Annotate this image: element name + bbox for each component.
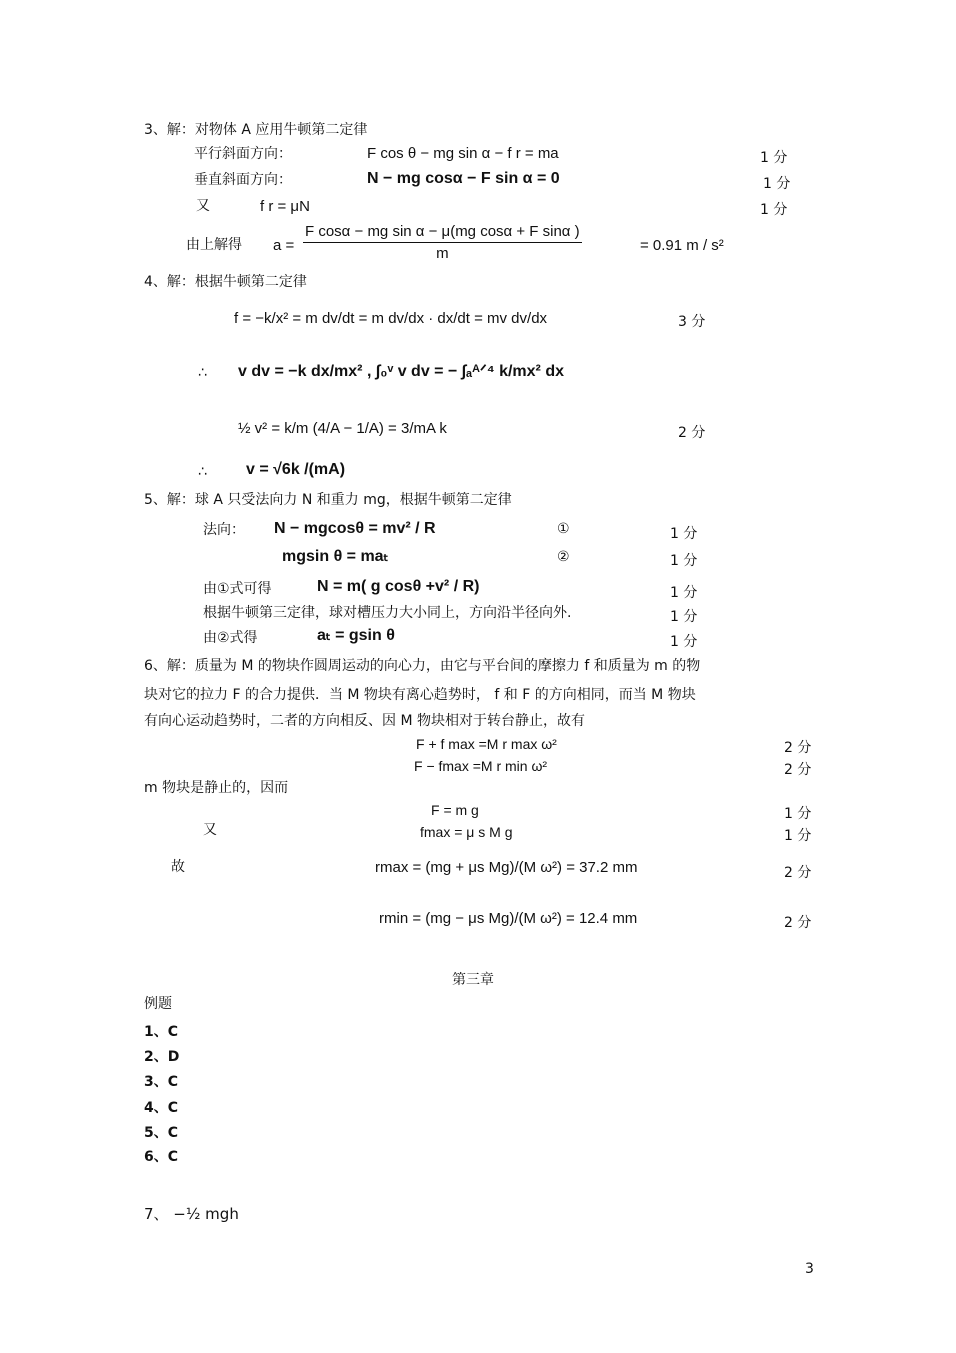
answer-5: 5、C (144, 1125, 179, 1141)
p3-row2-label: 垂直斜面方向： (194, 172, 292, 188)
p5-l2-eq: mgsin θ = maₜ (282, 548, 389, 565)
p6-gu: 故 (171, 859, 185, 875)
p5-l1-eq: N − mgcosθ = mv² / R (274, 520, 436, 537)
answer-2: 2、D (144, 1049, 180, 1065)
p6-e3: F = m g (431, 802, 479, 818)
p5-l5-eq: aₜ = gsin θ (317, 627, 395, 644)
p5-l1-mark: ① (557, 521, 570, 537)
p3-row3-eq: f r = μN (260, 198, 310, 215)
p6-e2: F − fmax =M r min ω² (414, 758, 548, 774)
p5-l1-label: 法向： (203, 522, 245, 538)
p4-heading: 4、解：根据牛顿第二定律 (144, 274, 307, 290)
answer-6: 6、C (144, 1149, 179, 1165)
p3-heading: 3、解：对物体 A 应用牛顿第二定律 (144, 122, 368, 138)
p6-e5-score: 2 分 (784, 865, 812, 881)
p3-row2-eq: N − mg cosα − F sin α = 0 (367, 170, 560, 187)
p5-l3-eq: N = m( g cosθ +v² / R) (317, 578, 480, 595)
p5-l3-label: 由①式可得 (203, 581, 272, 597)
p3-row4-numerator: F cosα − mg sin α − μ(mg cosα + F sinα ) (303, 224, 582, 243)
p6-e1-score: 2 分 (784, 740, 812, 756)
p3-row3-label: 又 (196, 198, 210, 214)
p6-e6-score: 2 分 (784, 915, 812, 931)
p5-l3-score: 1 分 (670, 585, 698, 601)
p5-l2-score: 1 分 (670, 553, 698, 569)
p3-row4-label: 由上解得 (186, 237, 242, 253)
p6-line4: m 物块是静止的，因而 (144, 780, 289, 796)
answer-7: 7、 −½ mgh (144, 1205, 239, 1223)
p5-heading: 5、解：球 A 只受法向力 N 和重力 mg，根据牛顿第二定律 (144, 492, 512, 508)
p5-l4: 根据牛顿第三定律，球对槽压力大小同上，方向沿半径向外. (203, 605, 572, 621)
p6-e5: rmax = (mg + μs Mg)/(M ω²) = 37.2 mm (375, 859, 638, 876)
p6-e4: fmax = μ s M g (420, 824, 513, 840)
p3-row1-score: 1 分 (760, 150, 788, 166)
p3-row4-fraction (303, 224, 582, 261)
p4-eq1: f = −k/x² = m dv/dt = m dv/dx · dx/dt = mv dv/dx (234, 310, 548, 327)
answer-4: 4、C (144, 1100, 179, 1116)
p5-l4-score: 1 分 (670, 609, 698, 625)
p3-row3-score: 1 分 (760, 202, 788, 218)
p6-you: 又 (203, 822, 217, 838)
p6-e4-score: 1 分 (784, 828, 812, 844)
p6-e2-score: 2 分 (784, 762, 812, 778)
page-number: 3 (805, 1261, 814, 1277)
p4-eq3: ½ v² = k/m (4/A − 1/A) = 3/mA k (238, 420, 447, 437)
p3-row4-denominator: m (436, 245, 449, 262)
p3-row1-eq: F cos θ − mg sin α − f r = ma (367, 145, 559, 162)
p4-eq2: v dv = −k dx/mx² , ∫₀ᵛ v dv = − ∫ₐᴬᐟ⁴ k/mx² dx (238, 363, 564, 380)
p4-therefore-1: ∴ (198, 365, 207, 381)
p5-l5-score: 1 分 (670, 634, 698, 650)
p5-l1-score: 1 分 (670, 526, 698, 542)
p6-e3-score: 1 分 (784, 806, 812, 822)
p4-eq3-score: 2 分 (678, 425, 706, 441)
p4-eq4: v = √6k /(mA) (246, 461, 346, 478)
answer-1: 1、C (144, 1024, 179, 1040)
p6-line1: 6、解：质量为 M 的物块作圆周运动的向心力，由它与平台间的摩擦力 f 和质量为 m 的物 (144, 658, 701, 674)
p4-eq1-score: 3 分 (678, 314, 706, 330)
p6-e6: rmin = (mg − μs Mg)/(M ω²) = 12.4 mm (379, 910, 638, 927)
examples-label: 例题 (144, 996, 172, 1012)
p6-line2: 块对它的拉力 F 的合力提供．当 M 物块有离心趋势时， f 和 F 的方向相同，而当 M 物块 (144, 687, 696, 703)
p3-row2-score: 1 分 (763, 176, 791, 192)
p5-l5-label: 由②式得 (203, 630, 258, 646)
answer-3: 3、C (144, 1074, 179, 1090)
p5-l2-mark: ② (557, 549, 570, 565)
p4-therefore-2: ∴ (198, 464, 207, 480)
p3-row4-lhs: a = (273, 237, 295, 254)
p3-row4-rhs: = 0.91 m / s² (640, 237, 724, 254)
p3-row1-label: 平行斜面方向： (194, 146, 292, 162)
p6-line3: 有向心运动趋势时，二者的方向相反、因 M 物块相对于转台静止，故有 (144, 713, 585, 729)
p6-e1: F + f max =M r max ω² (416, 736, 557, 752)
chapter-title: 第三章 (452, 972, 494, 988)
